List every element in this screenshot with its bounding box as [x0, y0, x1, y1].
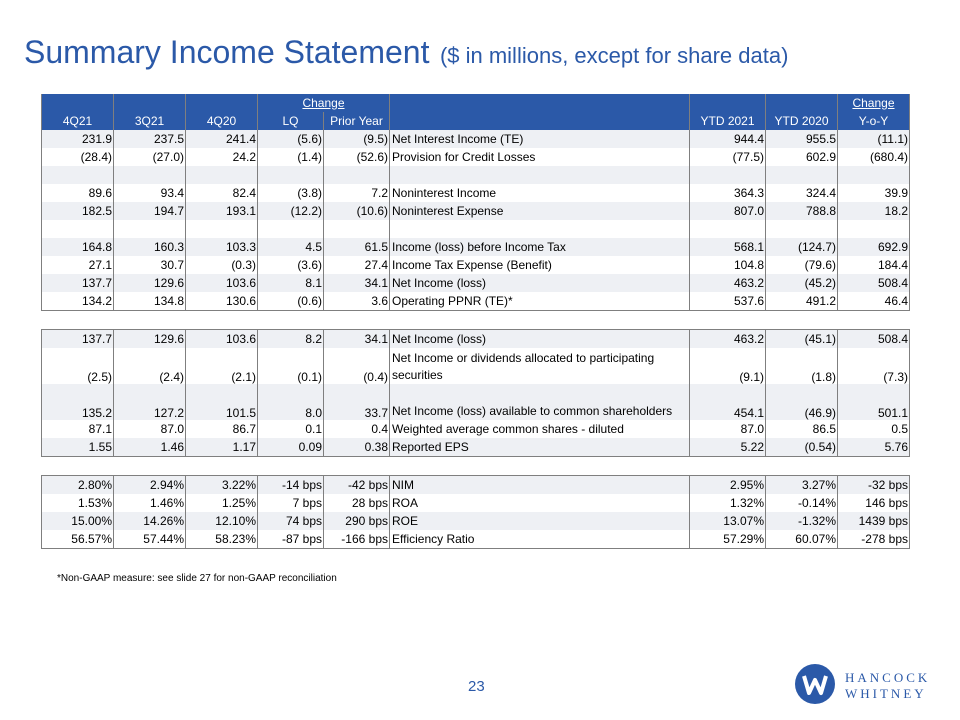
table-cell: (1.8): [766, 348, 838, 384]
table-cell: 129.6: [114, 330, 186, 349]
title-main: Summary Income Statement: [24, 34, 430, 70]
table-cell: 1.17: [186, 438, 258, 457]
table-cell: (2.5): [42, 348, 114, 384]
table-cell: 137.7: [42, 274, 114, 292]
table-cell: 463.2: [690, 330, 766, 349]
table-cell: 87.0: [114, 420, 186, 438]
table-row: [42, 292, 910, 311]
table-cell: 194.7: [114, 202, 186, 220]
table-cell: 182.5: [42, 202, 114, 220]
table-cell: (7.3): [838, 348, 910, 384]
column-header: [390, 112, 690, 130]
table-cell: 93.4: [114, 184, 186, 202]
table-cell: 807.0: [690, 202, 766, 220]
table-cell: 5.76: [838, 438, 910, 457]
table-cell: 87.1: [42, 420, 114, 438]
title-subtitle: ($ in millions, except for share data): [439, 43, 789, 68]
column-header: 4Q21: [42, 112, 114, 130]
table-cell: 46.4: [838, 292, 910, 311]
table-cell: 103.3: [186, 238, 258, 256]
table-cell: (45.1): [766, 330, 838, 349]
table-row: [42, 420, 910, 438]
table-cell: 57.44%: [114, 530, 186, 549]
logo-mark-icon: [795, 664, 835, 704]
table-cell: (11.1): [838, 130, 910, 148]
table-cell: 27.1: [42, 256, 114, 274]
table-cell: -14 bps: [258, 476, 324, 495]
row-label: Efficiency Ratio: [390, 530, 690, 549]
table-cell: (12.2): [258, 202, 324, 220]
logo-line-2: WHITNEY: [845, 686, 927, 701]
table-cell: 0.38: [324, 438, 390, 457]
table-cell: 3.6: [324, 292, 390, 311]
table-cell: 5.22: [690, 438, 766, 457]
table-cell: 103.6: [186, 330, 258, 349]
table-cell: 12.10%: [186, 512, 258, 530]
table-cell: 164.8: [42, 238, 114, 256]
table-cell: 33.7: [324, 384, 390, 420]
change-header-left: Change: [258, 94, 390, 112]
table-cell: 290 bps: [324, 512, 390, 530]
table-cell: -278 bps: [838, 530, 910, 549]
table-row: [42, 330, 910, 349]
table-cell: 324.4: [766, 184, 838, 202]
table-cell: 508.4: [838, 274, 910, 292]
spacer-row: [42, 311, 910, 330]
table-cell: 491.2: [766, 292, 838, 311]
table-cell: 86.7: [186, 420, 258, 438]
table-cell: (79.6): [766, 256, 838, 274]
table-cell: 101.5: [186, 384, 258, 420]
table-cell: (28.4): [42, 148, 114, 166]
table-cell: 30.7: [114, 256, 186, 274]
table-cell: 955.5: [766, 130, 838, 148]
table-cell: -87 bps: [258, 530, 324, 549]
column-header: 4Q20: [186, 112, 258, 130]
table-cell: (77.5): [690, 148, 766, 166]
table-cell: 135.2: [42, 384, 114, 420]
table-cell: 1439 bps: [838, 512, 910, 530]
table-cell: 2.94%: [114, 476, 186, 495]
table-cell: 1.53%: [42, 494, 114, 512]
table-cell: 2.80%: [42, 476, 114, 495]
table-cell: 1.55: [42, 438, 114, 457]
table-cell: 193.1: [186, 202, 258, 220]
table-cell: (0.6): [258, 292, 324, 311]
table-cell: 692.9: [838, 238, 910, 256]
table-row: [42, 384, 910, 420]
table-cell: 18.2: [838, 202, 910, 220]
table-cell: 364.3: [690, 184, 766, 202]
header-row-columns: [42, 112, 910, 130]
table-cell: (2.4): [114, 348, 186, 384]
row-label: Operating PPNR (TE)*: [390, 292, 690, 311]
table-cell: (9.1): [690, 348, 766, 384]
table-cell: 82.4: [186, 184, 258, 202]
logo-wordmark: [845, 670, 930, 702]
column-header: YTD 2021: [690, 112, 766, 130]
table-cell: 13.07%: [690, 512, 766, 530]
table-cell: 15.00%: [42, 512, 114, 530]
table-row: [42, 476, 910, 495]
table-cell: 602.9: [766, 148, 838, 166]
row-label: Net Income (loss): [390, 330, 690, 349]
table-row: [42, 130, 910, 148]
table-cell: 39.9: [838, 184, 910, 202]
table-cell: 160.3: [114, 238, 186, 256]
table-cell: 103.6: [186, 274, 258, 292]
spacer-row: [42, 166, 910, 184]
table-cell: 241.4: [186, 130, 258, 148]
table-row: [42, 256, 910, 274]
table-cell: -1.32%: [766, 512, 838, 530]
spacer-row: [42, 457, 910, 476]
header-row-top: [42, 94, 910, 112]
table-cell: (680.4): [838, 148, 910, 166]
table-cell: 1.46%: [114, 494, 186, 512]
table-cell: 34.1: [324, 274, 390, 292]
table-cell: 14.26%: [114, 512, 186, 530]
company-logo: [795, 662, 935, 706]
table-cell: 237.5: [114, 130, 186, 148]
table-cell: 61.5: [324, 238, 390, 256]
table-cell: 501.1: [838, 384, 910, 420]
table-cell: 60.07%: [766, 530, 838, 549]
table-cell: 137.7: [42, 330, 114, 349]
table-cell: 2.95%: [690, 476, 766, 495]
table-cell: 74 bps: [258, 512, 324, 530]
row-label: Noninterest Income: [390, 184, 690, 202]
table-cell: 0.09: [258, 438, 324, 457]
table-cell: (0.4): [324, 348, 390, 384]
table-cell: (1.4): [258, 148, 324, 166]
table-cell: 56.57%: [42, 530, 114, 549]
column-header: Prior Year: [324, 112, 390, 130]
table-cell: (3.6): [258, 256, 324, 274]
table-cell: 3.27%: [766, 476, 838, 495]
table-cell: 3.22%: [186, 476, 258, 495]
page-number: 23: [468, 678, 485, 695]
table-cell: 508.4: [838, 330, 910, 349]
table-cell: 7.2: [324, 184, 390, 202]
table-cell: -32 bps: [838, 476, 910, 495]
table-cell: 4.5: [258, 238, 324, 256]
table-row: [42, 348, 910, 384]
column-header: YTD 2020: [766, 112, 838, 130]
table-cell: 34.1: [324, 330, 390, 349]
logo-line-1: HANCOCK: [845, 670, 931, 685]
table-cell: 1.46: [114, 438, 186, 457]
table-row: [42, 530, 910, 549]
table-cell: (0.3): [186, 256, 258, 274]
table-row: [42, 184, 910, 202]
table-cell: 0.4: [324, 420, 390, 438]
row-label: Net Interest Income (TE): [390, 130, 690, 148]
table-cell: 127.2: [114, 384, 186, 420]
table-cell: (0.54): [766, 438, 838, 457]
footnote: *Non-GAAP measure: see slide 27 for non-GAAP reconciliation: [57, 573, 337, 584]
table-cell: (2.1): [186, 348, 258, 384]
table-cell: 568.1: [690, 238, 766, 256]
row-label: Noninterest Expense: [390, 202, 690, 220]
row-label: Weighted average common shares - diluted: [390, 420, 690, 438]
row-label: NIM: [390, 476, 690, 495]
table-cell: -0.14%: [766, 494, 838, 512]
spacer-row: [42, 220, 910, 238]
table-cell: 130.6: [186, 292, 258, 311]
table-cell: 537.6: [690, 292, 766, 311]
table-cell: 89.6: [42, 184, 114, 202]
table-cell: 57.29%: [690, 530, 766, 549]
table-row: [42, 494, 910, 512]
row-label: ROE: [390, 512, 690, 530]
table-cell: (46.9): [766, 384, 838, 420]
table-cell: 58.23%: [186, 530, 258, 549]
table-cell: 0.5: [838, 420, 910, 438]
table-cell: 7 bps: [258, 494, 324, 512]
row-label: Income Tax Expense (Benefit): [390, 256, 690, 274]
column-header: LQ: [258, 112, 324, 130]
table-cell: 1.25%: [186, 494, 258, 512]
table-row: [42, 202, 910, 220]
row-label: Net Income (loss): [390, 274, 690, 292]
table-cell: 104.8: [690, 256, 766, 274]
column-header: Y-o-Y: [838, 112, 910, 130]
table-cell: 231.9: [42, 130, 114, 148]
table-cell: -42 bps: [324, 476, 390, 495]
page-title: [24, 34, 788, 71]
table-cell: 86.5: [766, 420, 838, 438]
table-cell: (5.6): [258, 130, 324, 148]
table-cell: (3.8): [258, 184, 324, 202]
table-cell: 28 bps: [324, 494, 390, 512]
table-cell: 129.6: [114, 274, 186, 292]
table-cell: 24.2: [186, 148, 258, 166]
table-row: [42, 148, 910, 166]
row-label: Income (loss) before Income Tax: [390, 238, 690, 256]
table-row: [42, 512, 910, 530]
table-cell: 454.1: [690, 384, 766, 420]
table-cell: 463.2: [690, 274, 766, 292]
table-cell: (124.7): [766, 238, 838, 256]
table-cell: (45.2): [766, 274, 838, 292]
table-cell: 8.1: [258, 274, 324, 292]
table-row: [42, 274, 910, 292]
table-cell: (52.6): [324, 148, 390, 166]
table-cell: 944.4: [690, 130, 766, 148]
column-header: 3Q21: [114, 112, 186, 130]
table-cell: (9.5): [324, 130, 390, 148]
row-label: Net Income or dividends allocated to participating securities: [390, 348, 690, 384]
table-cell: 87.0: [690, 420, 766, 438]
table-cell: (27.0): [114, 148, 186, 166]
table-cell: (0.1): [258, 348, 324, 384]
row-label: Net Income (loss) available to common shareholders: [390, 384, 690, 420]
change-header-right: Change: [838, 94, 910, 112]
row-label: Reported EPS: [390, 438, 690, 457]
income-statement-table: [41, 94, 910, 549]
table-cell: 788.8: [766, 202, 838, 220]
table-row: [42, 438, 910, 457]
table-cell: 8.0: [258, 384, 324, 420]
table-cell: 134.8: [114, 292, 186, 311]
table-cell: 0.1: [258, 420, 324, 438]
table-cell: (10.6): [324, 202, 390, 220]
table-cell: 1.32%: [690, 494, 766, 512]
table-cell: 184.4: [838, 256, 910, 274]
table-cell: 27.4: [324, 256, 390, 274]
table-cell: -166 bps: [324, 530, 390, 549]
row-label: ROA: [390, 494, 690, 512]
table-cell: 146 bps: [838, 494, 910, 512]
table-cell: 8.2: [258, 330, 324, 349]
table-row: [42, 238, 910, 256]
table-cell: 134.2: [42, 292, 114, 311]
row-label: Provision for Credit Losses: [390, 148, 690, 166]
